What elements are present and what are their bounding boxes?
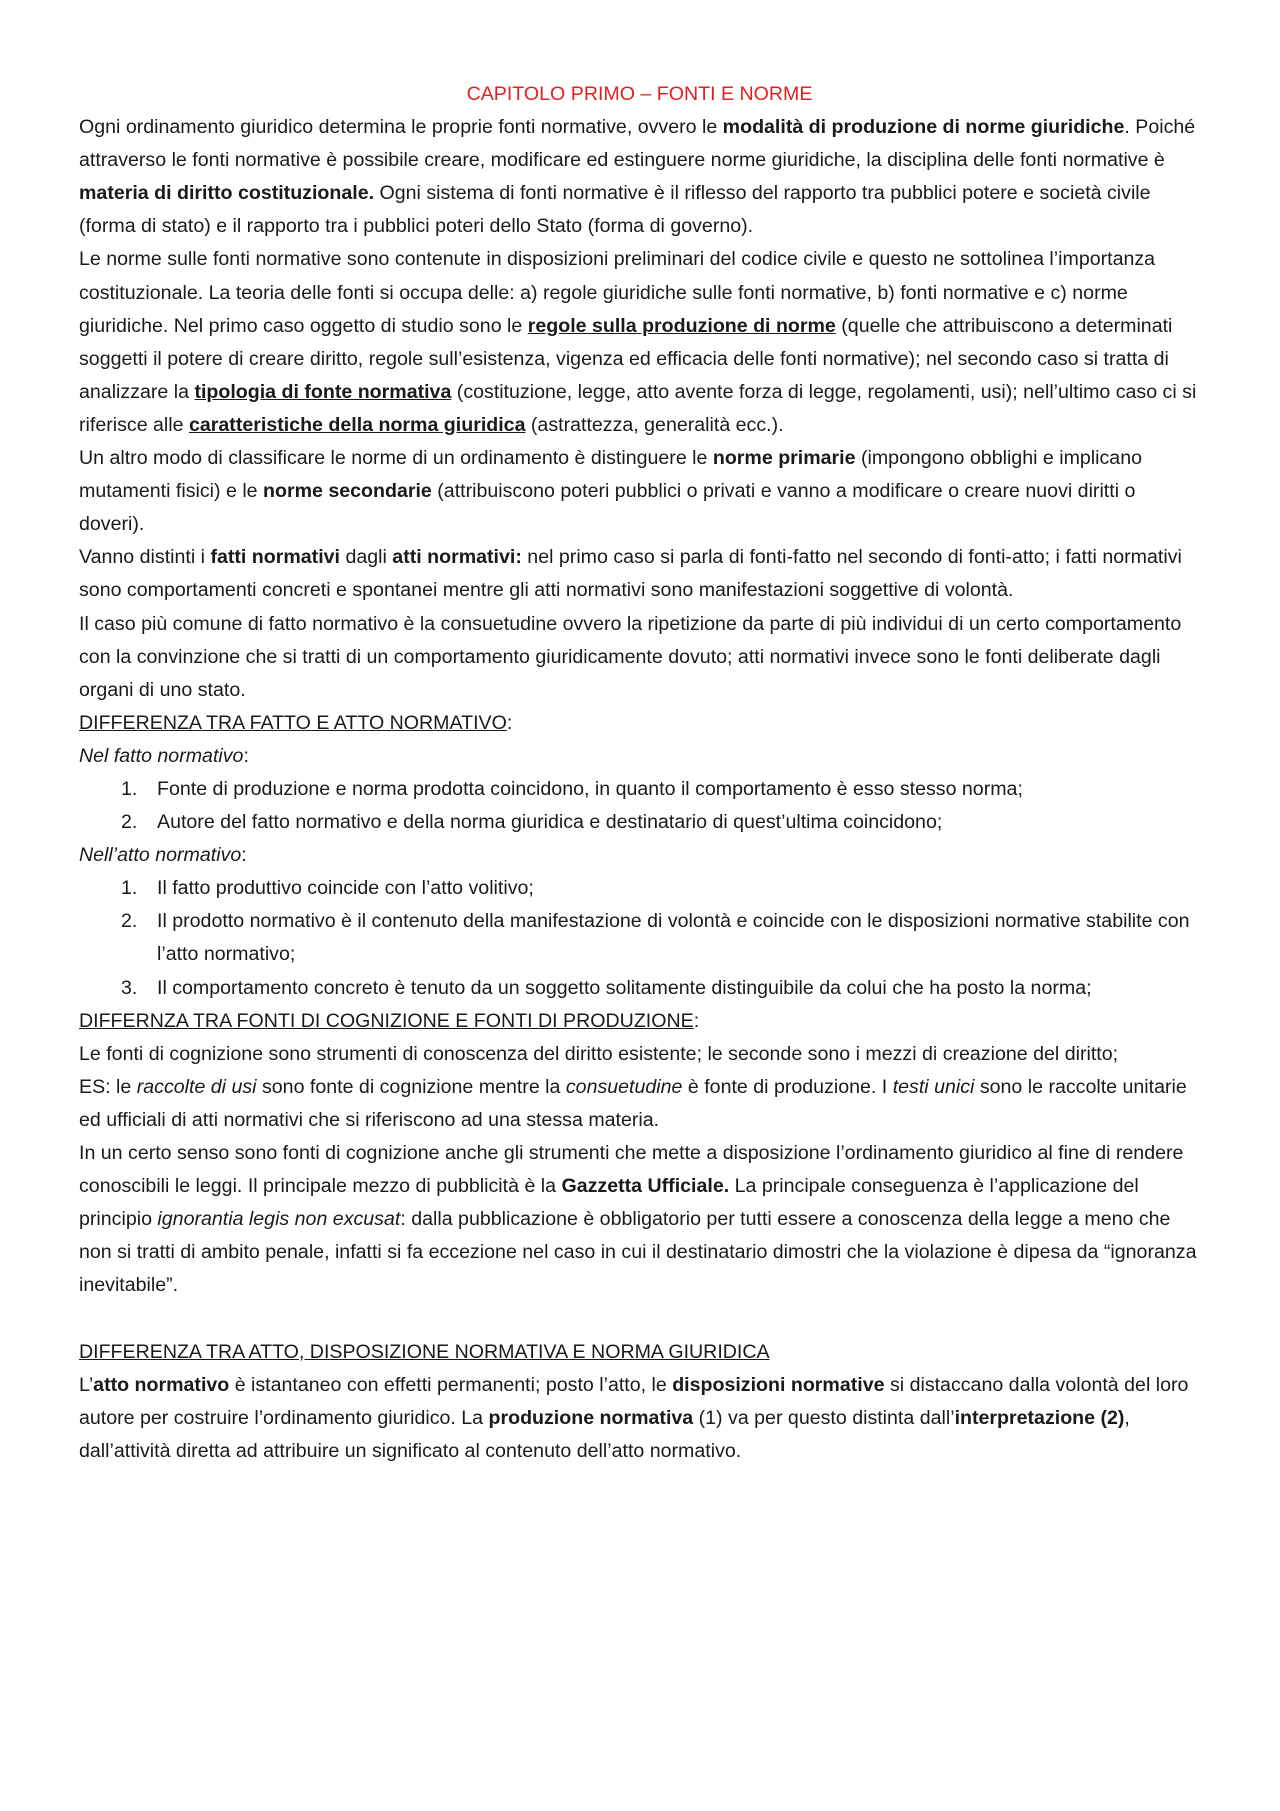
list-atto [79, 872, 1200, 1004]
text: . Poiché attraverso le fonti normative è possibile creare, modificare ed estinguere norme giuridiche, la disciplina delle fonti normative è [79, 116, 1196, 172]
underlined-bold-text: tipologia di fonte normativa [194, 380, 452, 403]
text: : dalla pubblicazione è obbligatorio per tutti essere a conoscenza della legge a meno che non si tratti di ambito penale, infatti si fa eccezione nel caso in cui il destinatario dimostri che la violazione è dipesa da “ignoranza inevitabile”. [79, 1208, 1197, 1297]
heading-cognition-vs-production [79, 1005, 1200, 1038]
list-item [79, 872, 1200, 905]
text: (impongono obblighi e implicano mutamenti fisici) e le [79, 447, 1142, 503]
paragraph-example [79, 1071, 1200, 1137]
list-text: Il fatto produttivo coincide con l’atto volitivo; [157, 877, 534, 900]
list-text: Il comportamento concreto è tenuto da un soggetto solitamente distinguibile da colui che ha posto la norma; [157, 976, 1092, 999]
heading-text: DIFFERENZA TRA ATTO, DISPOSIZIONE NORMATIVA E NORMA GIURIDICA [79, 1340, 770, 1363]
text: L’ [79, 1373, 94, 1396]
text: nel primo caso si parla di fonti-fatto nel secondo di fonti-atto; i fatti normativi sono comportamenti concreti e spontanei mentre gli atti normativi sono manifestazioni soggettive di volontà. [79, 546, 1182, 602]
list-number: 2. [121, 811, 138, 834]
italic-text: ignorantia legis non excusat [157, 1208, 401, 1231]
bold-text: norme secondarie [263, 480, 432, 503]
list-item [79, 806, 1200, 839]
list-number: 3. [121, 976, 138, 999]
list-fatto [79, 773, 1200, 839]
text: si distaccano dalla volontà del loro autore per costruire l’ordinamento giuridico. La [79, 1373, 1189, 1429]
text: (1) va per questo distinta dall’ [693, 1406, 955, 1429]
list-item [79, 972, 1200, 1005]
bold-text: interpretazione (2) [954, 1406, 1125, 1429]
text: sono fonte di cognizione mentre la [256, 1075, 566, 1098]
list-number: 2. [121, 910, 138, 933]
text: (astrattezza, generalità ecc.). [525, 413, 784, 436]
text: , dall’attività diretta ad attribuire un significato al contenuto dell’atto normativo. [79, 1406, 1130, 1462]
heading-act-disposition-norm [79, 1336, 1200, 1369]
text: Vanno distinti i [79, 546, 211, 569]
text: Le norme sulle fonti normative sono contenute in disposizioni preliminari del codice civile e questo ne sottolinea l’importanza costituzionale. La teoria delle fonti si occupa delle: a) regole giuridiche sulle fonti normative, b) fonti normative e c) norme giuridiche. Nel primo caso oggetto di studio sono le [79, 248, 1156, 337]
list-text: Autore del fatto normativo e della norma giuridica e destinatario di quest’ultima coincidono; [157, 811, 943, 834]
text: è fonte di produzione. I [682, 1075, 893, 1098]
colon: : [693, 1009, 700, 1032]
paragraph-act [79, 1369, 1200, 1468]
bold-text: disposizioni normative [672, 1373, 885, 1396]
bold-text: produzione normativa [488, 1406, 694, 1429]
bold-text: norme primarie [712, 447, 856, 470]
paragraph-sources [79, 111, 1200, 243]
text: è istantaneo con effetti permanenti; posto l’atto, le [229, 1373, 673, 1396]
text: sono le raccolte unitarie ed ufficiali di atti normativi che si riferiscono ad una stessa materia. [79, 1075, 1187, 1131]
text: Ogni sistema di fonti normative è il riflesso del rapporto tra pubblici potere e società civile (forma di stato) e il rapporto tra i pubblici poteri dello Stato (forma di governo). [79, 182, 1151, 238]
text: ES: le [79, 1075, 137, 1098]
italic-text: consuetudine [565, 1075, 683, 1098]
text: (costituzione, legge, atto avente forza di legge, regolamenti, usi); nell’ultimo caso ci si riferisce alle [79, 380, 1197, 436]
chapter-title: CAPITOLO PRIMO – FONTI E NORME [466, 83, 813, 105]
bold-text: materia di diritto costituzionale. [79, 182, 375, 205]
text: (attribuiscono poteri pubblici o privati e vanno a modificare o creare nuovi diritti o doveri). [79, 480, 1136, 536]
colon: : [506, 711, 513, 734]
bold-text: Gazzetta Ufficiale. [561, 1175, 730, 1198]
text: In un certo senso sono fonti di cognizione anche gli strumenti che mette a disposizione l’ordinamento giuridico al fine di rendere conoscibili le leggi. Il principale mezzo di pubblicità è la [79, 1142, 1184, 1198]
text: dagli [340, 546, 393, 569]
list-number: 1. [121, 777, 138, 800]
blank-line [79, 1302, 1200, 1335]
heading-text: DIFFERNZA TRA FONTI DI COGNIZIONE E FONTI DI PRODUZIONE [79, 1009, 694, 1032]
colon: : [241, 844, 247, 867]
paragraph-theory [79, 243, 1200, 442]
bold-text: atti normativi: [392, 546, 522, 569]
paragraph-publicity [79, 1137, 1200, 1302]
paragraph-custom: Il caso più comune di fatto normativo è la consuetudine ovvero la ripetizione da parte di più individui di un certo comportamento con la convinzione che si tratti di un comportamento giuridicamente dovuto; atti normativi invece sono le fonti deliberate dagli organi di uno stato. [79, 612, 1182, 701]
label-fatto [79, 740, 1200, 773]
paragraph-cognition: Le fonti di cognizione sono strumenti di conoscenza del diritto esistente; le seconde sono i mezzi di creazione del diritto; [79, 1042, 1119, 1065]
text: (quelle che attribuiscono a determinati soggetti il potere di creare diritto, regole sull’esistenza, vigenza ed efficacia delle fonti normative); nel secondo caso si tratta di analizzare la [79, 314, 1173, 403]
list-text: Fonte di produzione e norma prodotta coincidono, in quanto il comportamento è esso stesso norma; [157, 777, 1023, 800]
italic-text: testi unici [892, 1075, 975, 1098]
list-item [79, 773, 1200, 806]
list-text: Il prodotto normativo è il contenuto della manifestazione di volontà e coincide con le disposizioni normative stabilite con l’atto normativo; [157, 910, 1190, 966]
text: La principale conseguenza è l’applicazione del principio [79, 1175, 1139, 1231]
bold-text: modalità di produzione di norme giuridiche [722, 116, 1125, 139]
list-item [79, 905, 1200, 971]
italic-text: Nel fatto normativo [79, 744, 244, 767]
bold-text: fatti normativi [210, 546, 340, 569]
underlined-bold-text: regole sulla produzione di norme [527, 314, 836, 337]
paragraph-facts-acts [79, 541, 1200, 607]
heading-text: DIFFERENZA TRA FATTO E ATTO NORMATIVO [79, 711, 507, 734]
underlined-bold-text: caratteristiche della norma giuridica [188, 413, 526, 436]
heading-fact-vs-act [79, 707, 1200, 740]
text: Un altro modo di classificare le norme di un ordinamento è distinguere le [79, 447, 713, 470]
text: Ogni ordinamento giuridico determina le proprie fonti normative, ovvero le [79, 116, 723, 139]
list-number: 1. [121, 877, 138, 900]
label-atto [79, 839, 1200, 872]
paragraph-classification [79, 442, 1200, 541]
colon: : [243, 744, 249, 767]
italic-text: Nell’atto normativo [79, 844, 242, 867]
italic-text: raccolte di usi [136, 1075, 257, 1098]
bold-text: atto normativo [93, 1373, 230, 1396]
